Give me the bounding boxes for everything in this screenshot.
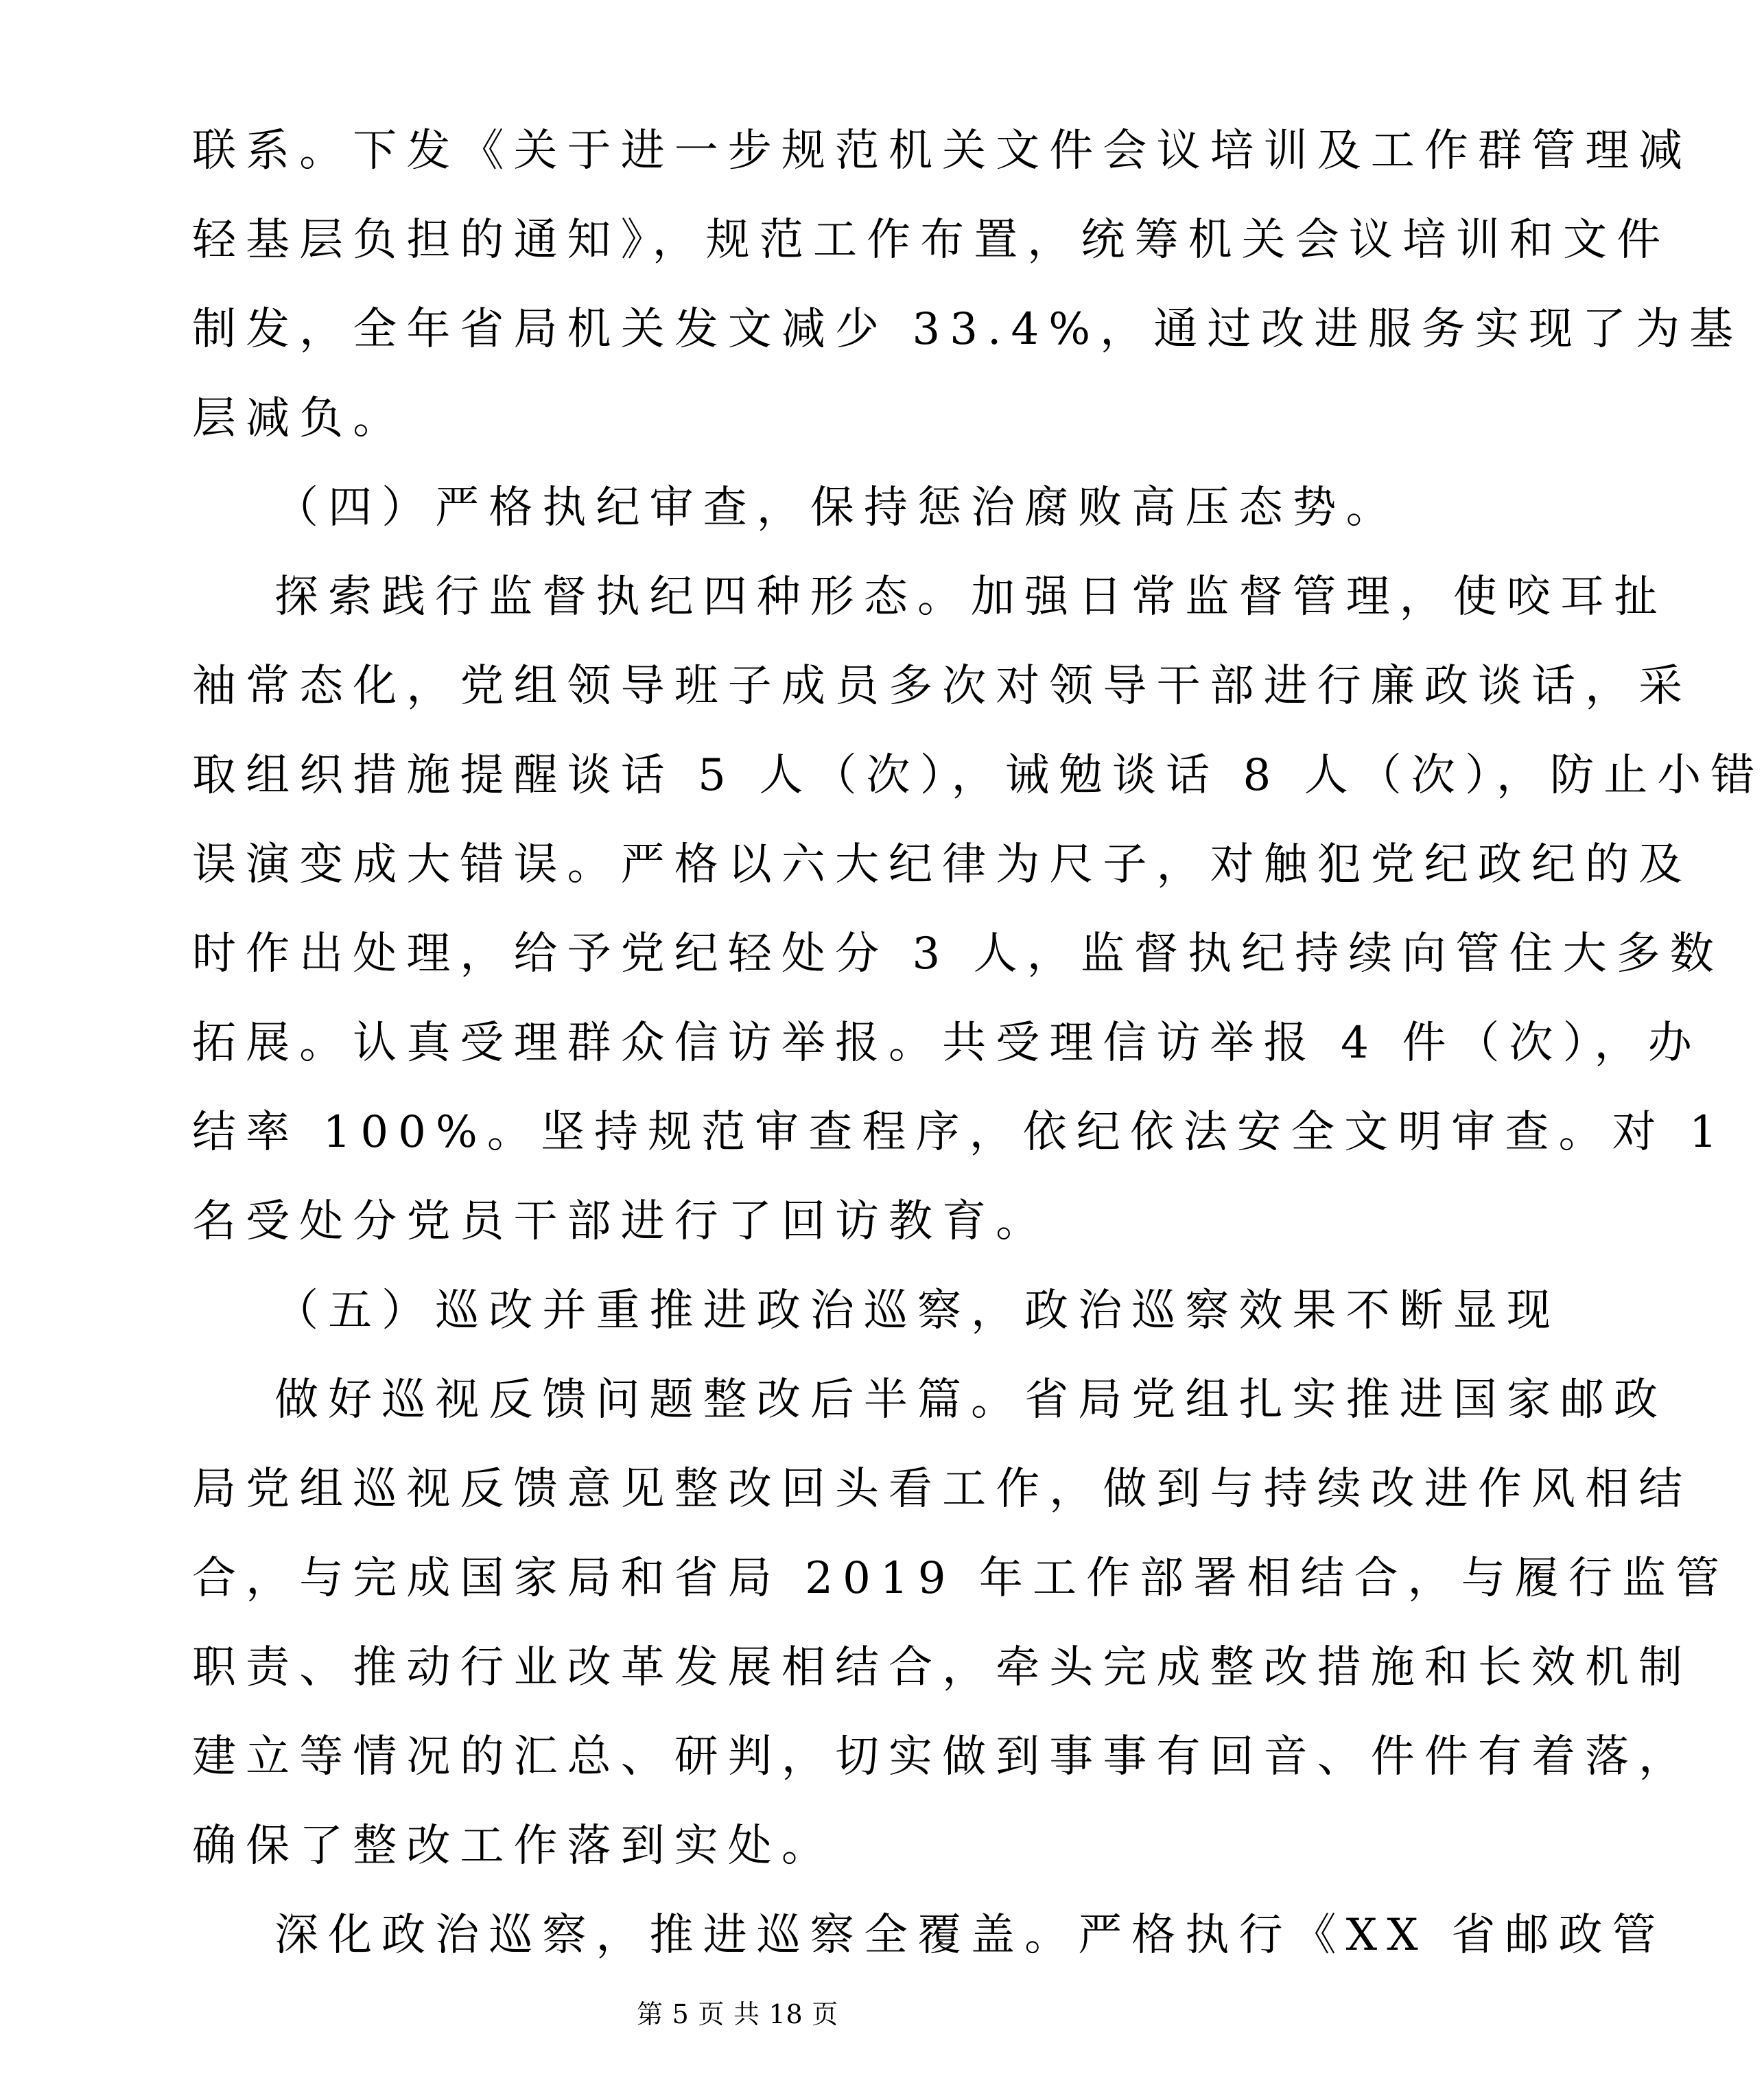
body-text-line: 建立等情况的汇总、研判，切实做到事事有回音、件件有着落， (192, 1732, 1693, 1782)
body-text-line: 职责、推动行业改革发展相结合，牵头完成整改措施和长效机制 (192, 1642, 1693, 1693)
body-text-line: 探索践行监督执纪四种形态。加强日常监督管理，使咬耳扯 (274, 572, 1668, 622)
section-heading-five: （五）巡改并重推进政治巡察，政治巡察效果不断显现 (274, 1285, 1560, 1336)
body-text-line: 拓展。认真受理群众信访举报。共受理信访举报 4 件（次），办 (192, 1018, 1702, 1069)
body-text-line: 局党组巡视反馈意见整改回头看工作，做到与持续改进作风相结 (192, 1464, 1693, 1515)
section-heading-four: （四）严格执纪审查，保持惩治腐败高压态势。 (274, 482, 1400, 533)
page-number-footer: 第 5 页 共 18 页 (636, 1999, 839, 2029)
body-text-line: 层减负。 (192, 393, 407, 444)
body-text-line: 深化政治巡察，推进巡察全覆盖。严格执行《XX 省邮政管 (274, 1910, 1666, 1961)
body-text-line: 误演变成大错误。严格以六大纪律为尺子，对触犯党纪政纪的及 (192, 839, 1693, 890)
body-text-line: 轻基层负担的通知》，规范工作布置，统筹机关会议培训和文件 (192, 215, 1671, 266)
body-text-line: 联系。下发《关于进一步规范机关文件会议培训及工作群管理减 (192, 126, 1693, 176)
body-text-line: 做好巡视反馈问题整改后半篇。省局党组扎实推进国家邮政 (274, 1375, 1668, 1425)
body-text-line: 结率 100%。坚持规范审查程序，依纪依法安全文明审查。对 1 (192, 1107, 1727, 1158)
body-text-line: 名受处分党员干部进行了回访教育。 (192, 1196, 1050, 1247)
body-text-line: 确保了整改工作落到实处。 (192, 1821, 835, 1872)
body-text-line: 取组织措施提醒谈话 5 人（次），诫勉谈话 8 人（次），防止小错 (192, 750, 1764, 801)
body-text-line: 合，与完成国家局和省局 2019 年工作部署相结合，与履行监管 (192, 1553, 1730, 1604)
body-text-line: 制发，全年省局机关发文减少 33.4%，通过改进服务实现了为基 (192, 304, 1743, 355)
body-text-line: 袖常态化，党组领导班子成员多次对领导干部进行廉政谈话，采 (192, 661, 1693, 712)
body-text-line: 时作出处理，给予党纪轻处分 3 人，监督执纪持续向管住大多数 (192, 929, 1724, 979)
